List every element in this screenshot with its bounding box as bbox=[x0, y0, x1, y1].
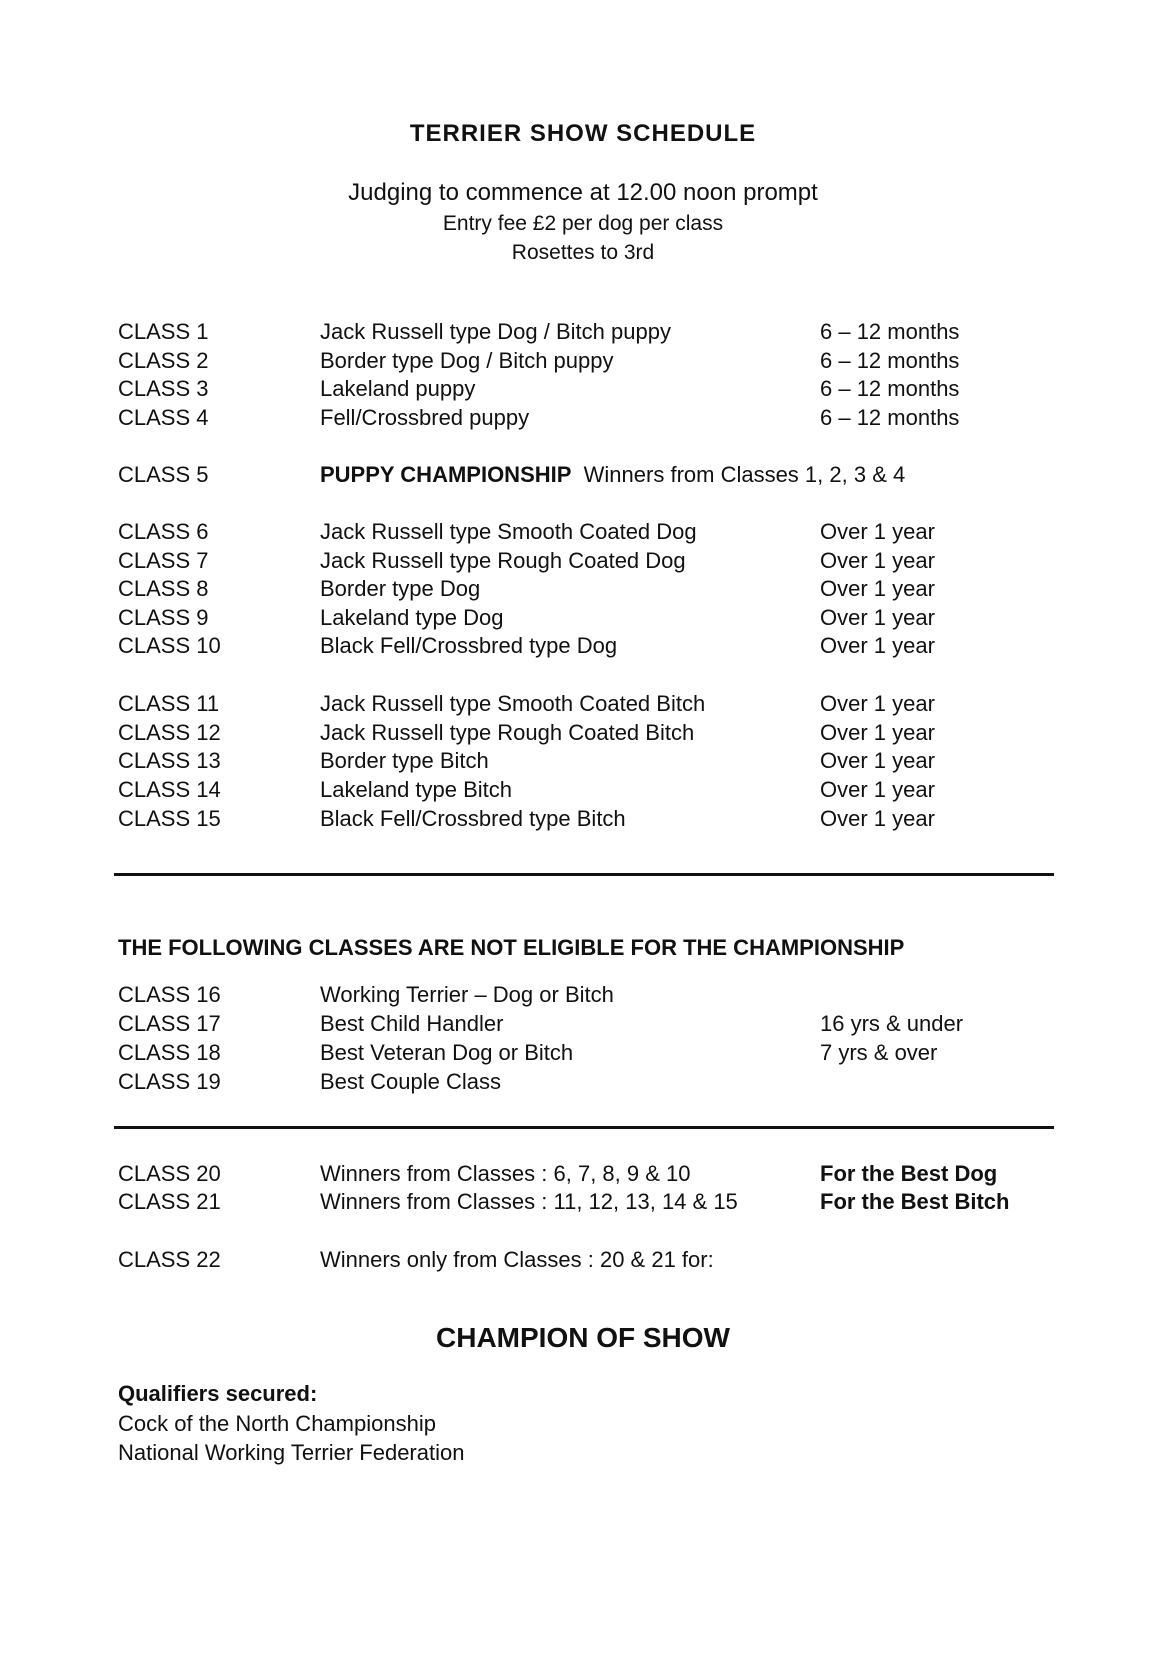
judging-time: Judging to commence at 12.00 noon prompt bbox=[348, 179, 818, 206]
class-number: CLASS 11 bbox=[118, 691, 220, 716]
class-age: Over 1 year bbox=[820, 519, 935, 544]
class-age: Over 1 year bbox=[820, 576, 935, 601]
class-number: CLASS 9 bbox=[118, 605, 209, 630]
class-description: Border type Dog / Bitch puppy bbox=[320, 348, 614, 373]
class-description: Border type Dog bbox=[320, 576, 481, 601]
class-number: CLASS 17 bbox=[118, 1011, 221, 1036]
class-number: CLASS 19 bbox=[118, 1069, 221, 1094]
class-row bbox=[0, 1160, 1166, 1188]
class-description: Lakeland puppy bbox=[320, 376, 476, 401]
not-eligible-heading: THE FOLLOWING CLASSES ARE NOT ELIGIBLE FOR THE CHAMPIONSHIP bbox=[118, 935, 905, 960]
class-number: CLASS 10 bbox=[118, 633, 221, 658]
class-description: Best Couple Class bbox=[320, 1069, 501, 1094]
class-row bbox=[0, 375, 1166, 403]
class-number: CLASS 21 bbox=[118, 1189, 221, 1214]
class-row bbox=[0, 518, 1166, 546]
class-description: Black Fell/Crossbred type Dog bbox=[320, 633, 618, 658]
class-row bbox=[0, 747, 1166, 775]
class-number: CLASS 8 bbox=[118, 576, 209, 601]
rosettes-note: Rosettes to 3rd bbox=[511, 241, 655, 264]
class-row bbox=[0, 1246, 1166, 1274]
class-number: CLASS 20 bbox=[118, 1161, 221, 1186]
class-description: Lakeland type Bitch bbox=[320, 777, 513, 802]
class-description: Lakeland type Dog bbox=[320, 605, 504, 630]
class-description: Best Veteran Dog or Bitch bbox=[320, 1040, 574, 1065]
class-row bbox=[0, 981, 1166, 1009]
class-description: Best Child Handler bbox=[320, 1011, 504, 1036]
class-number: CLASS 13 bbox=[118, 748, 221, 773]
qualifier-item: National Working Terrier Federation bbox=[118, 1440, 465, 1465]
class-age: Over 1 year bbox=[820, 806, 935, 831]
class-age: Over 1 year bbox=[820, 633, 935, 658]
class-age: 6 – 12 months bbox=[820, 376, 960, 401]
divider bbox=[114, 873, 1054, 876]
divider bbox=[114, 1126, 1054, 1129]
class-description: Fell/Crossbred puppy bbox=[320, 405, 530, 430]
class-number: CLASS 4 bbox=[118, 405, 209, 430]
class-number: CLASS 22 bbox=[118, 1247, 221, 1272]
class-age: Over 1 year bbox=[820, 748, 935, 773]
class-row bbox=[0, 805, 1166, 833]
class-row bbox=[0, 404, 1166, 432]
puppy-championship-label: PUPPY CHAMPIONSHIP bbox=[320, 462, 572, 487]
class-description: Jack Russell type Rough Coated Dog bbox=[320, 548, 686, 573]
class-row bbox=[0, 347, 1166, 375]
class-age: 6 – 12 months bbox=[820, 405, 960, 430]
class-number: CLASS 18 bbox=[118, 1040, 221, 1065]
class-award: For the Best Bitch bbox=[820, 1189, 1010, 1214]
class-description: Border type Bitch bbox=[320, 748, 489, 773]
class-number: CLASS 16 bbox=[118, 982, 221, 1007]
class-row bbox=[0, 690, 1166, 718]
qualifier-item: Cock of the North Championship bbox=[118, 1411, 436, 1436]
class-number: CLASS 1 bbox=[118, 319, 209, 344]
class-row bbox=[0, 1010, 1166, 1038]
class-description: Winners from Classes : 11, 12, 13, 14 & 15 bbox=[320, 1189, 738, 1214]
class-row bbox=[0, 575, 1166, 603]
class-row bbox=[0, 776, 1166, 804]
class-number: CLASS 15 bbox=[118, 806, 221, 831]
class-age: 6 – 12 months bbox=[820, 319, 960, 344]
class-row bbox=[0, 547, 1166, 575]
class-number: CLASS 5 bbox=[118, 462, 209, 487]
class-description: Black Fell/Crossbred type Bitch bbox=[320, 806, 626, 831]
class-description: Jack Russell type Rough Coated Bitch bbox=[320, 720, 695, 745]
class-age: Over 1 year bbox=[820, 777, 935, 802]
puppy-championship-desc: Winners from Classes 1, 2, 3 & 4 bbox=[583, 462, 906, 487]
class-description: Winners from Classes : 6, 7, 8, 9 & 10 bbox=[320, 1161, 691, 1186]
class-age: Over 1 year bbox=[820, 605, 935, 630]
class-row bbox=[0, 604, 1166, 632]
class-age: Over 1 year bbox=[820, 548, 935, 573]
class-row bbox=[0, 318, 1166, 346]
qualifiers-heading: Qualifiers secured: bbox=[118, 1381, 318, 1406]
class-age: Over 1 year bbox=[820, 691, 935, 716]
class-row bbox=[0, 1039, 1166, 1067]
class-row bbox=[0, 719, 1166, 747]
class-number: CLASS 3 bbox=[118, 376, 209, 401]
class-age: 7 yrs & over bbox=[820, 1040, 938, 1065]
class-row bbox=[0, 1068, 1166, 1096]
class-number: CLASS 7 bbox=[118, 548, 209, 573]
class-award: For the Best Dog bbox=[820, 1161, 998, 1186]
page-title: TERRIER SHOW SCHEDULE bbox=[409, 120, 757, 147]
class-age: 16 yrs & under bbox=[820, 1011, 964, 1036]
class-age: 6 – 12 months bbox=[820, 348, 960, 373]
class-description: Jack Russell type Smooth Coated Bitch bbox=[320, 691, 706, 716]
class-row-puppy-championship bbox=[0, 461, 1166, 489]
class-number: CLASS 12 bbox=[118, 720, 221, 745]
class-age: Over 1 year bbox=[820, 720, 935, 745]
class-number: CLASS 14 bbox=[118, 777, 221, 802]
class-description bbox=[320, 461, 905, 489]
class-description: Jack Russell type Smooth Coated Dog bbox=[320, 519, 697, 544]
champion-of-show-heading: CHAMPION OF SHOW bbox=[436, 1322, 730, 1353]
class-description: Working Terrier – Dog or Bitch bbox=[320, 982, 614, 1007]
entry-fee: Entry fee £2 per dog per class bbox=[442, 212, 724, 235]
class-row bbox=[0, 1188, 1166, 1216]
class-description: Winners only from Classes : 20 & 21 for: bbox=[320, 1247, 714, 1272]
class-number: CLASS 2 bbox=[118, 348, 209, 373]
class-number: CLASS 6 bbox=[118, 519, 209, 544]
class-description: Jack Russell type Dog / Bitch puppy bbox=[320, 319, 671, 344]
class-row bbox=[0, 632, 1166, 660]
